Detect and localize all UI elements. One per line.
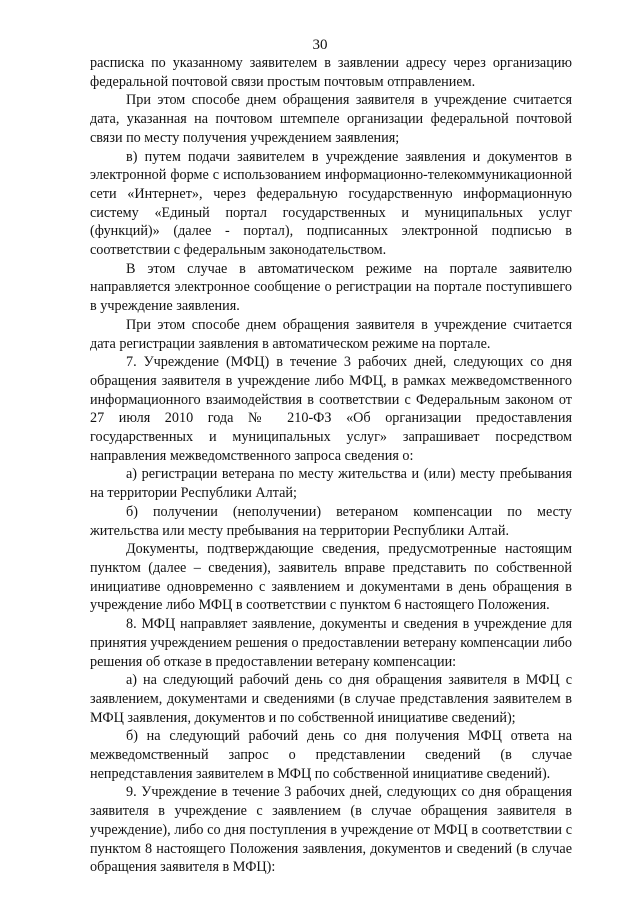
paragraph: а) на следующий рабочий день со дня обращения заявителя в МФЦ с заявлением, документами и сведениями (в случае представления заявителем в МФЦ заявления, документов и по собственной инициативе сведений); [90, 672, 572, 726]
paragraph-continuation: расписка по указанному заявителем в заявлении адресу через организацию федеральной почтовой связи простым почтовым отправлением. [90, 55, 572, 90]
paragraph: в) путем подачи заявителем в учреждение заявления и документов в электронной форме с использованием информационно-телекоммуникационной сети «Интернет», через федеральную государственную информационную систему «Единый портал государственных и муниципальных услуг (функций)» (далее - портал), подписанных электронной подписью в соответствии с федеральным законодательством. [90, 148, 572, 259]
paragraph: б) получении (неполучении) ветераном компенсации по месту жительства или месту пребывания на территории Республики Алтай. [90, 503, 572, 539]
paragraph: В этом случае в автоматическом режиме на портале заявителю направляется электронное сообщение о регистрации на портале поступившего в учреждение заявления. [90, 260, 572, 315]
paragraph-item-9: 9. Учреждение в течение 3 рабочих дней, следующих со дня обращения заявителя в учреждение с заявлением (в случае обращения заявителя в учреждение), либо со дня поступления в учреждение от МФЦ в соответствии с пунктом 8 настоящего Положения заявления, документов и сведений (в случае обращения заявителя в МФЦ): [90, 784, 572, 876]
document-body [90, 54, 572, 877]
page-number: 30 [312, 37, 328, 53]
paragraph-item-7: 7. Учреждение (МФЦ) в течение 3 рабочих дней, следующих со дня обращения заявителя в учреждение либо МФЦ, в рамках межведомственного информационного взаимодействия в соответствии с Федеральным законом от 27 июля 2010 года № 210-ФЗ «Об организации предоставления государственных и муниципальных услуг» запрашивает посредством направления межведомственного запроса сведения о: [90, 354, 572, 464]
paragraph-item-8: 8. МФЦ направляет заявление, документы и сведения в учреждение для принятия учреждением решения о предоставлении ветерану компенсации либо решения об отказе в предоставлении ветерану компенсации: [90, 616, 572, 670]
paragraph: а) регистрации ветерана по месту жительства и (или) месту пребывания на территории Республики Алтай; [90, 466, 572, 502]
paragraph: Документы, подтверждающие сведения, предусмотренные настоящим пунктом (далее – сведения), заявитель вправе представить по собственной инициативе одновременно с заявлением и документами в день обращения в учреждение либо МФЦ в соответствии с пунктом 6 настоящего Положения. [90, 541, 572, 614]
paragraph: При этом способе днем обращения заявителя в учреждение считается дата, указанная на почтовом штемпеле организации федеральной почтовой связи по месту получения учреждением заявления; [90, 92, 572, 146]
paragraph: При этом способе днем обращения заявителя в учреждение считается дата регистрации заявления в автоматическом режиме на портале. [90, 316, 572, 352]
paragraph: б) на следующий рабочий день со дня получения МФЦ ответа на межведомственный запрос о представлении сведений (в случае непредставления заявителем в МФЦ по собственной инициативе сведений). [90, 728, 572, 782]
